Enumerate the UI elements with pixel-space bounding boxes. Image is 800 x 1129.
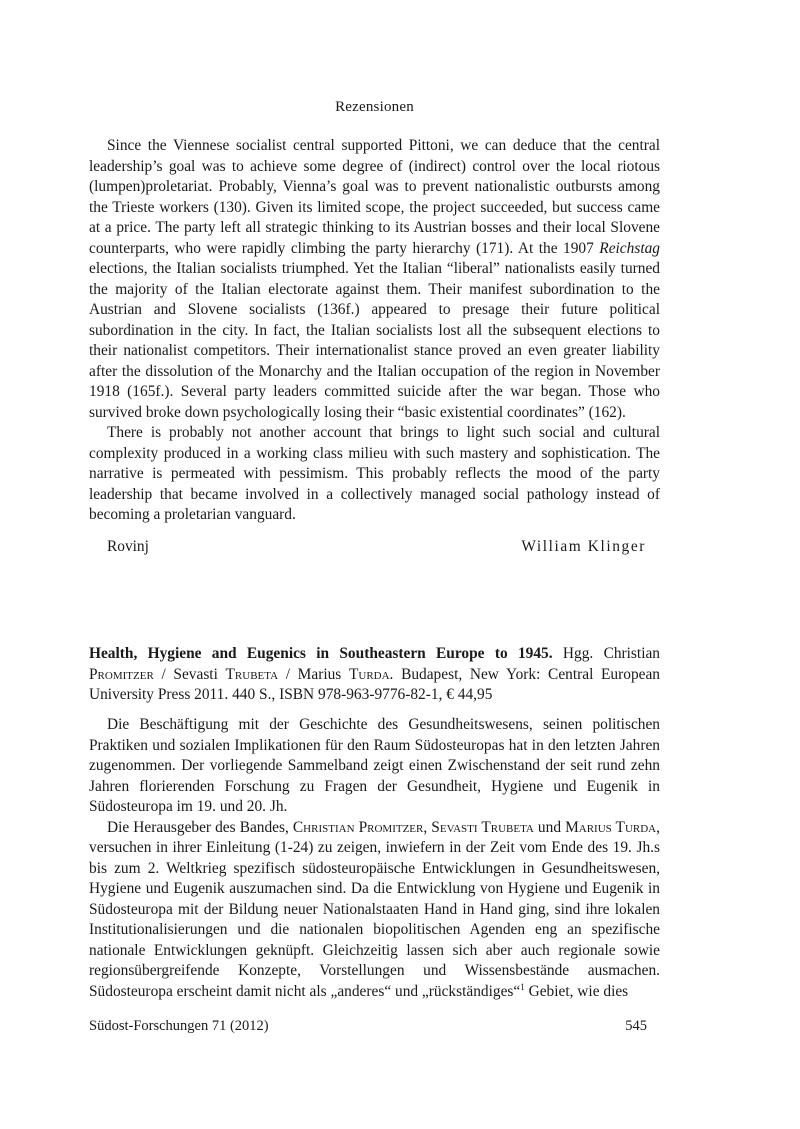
book-title: Health, Hygiene and Eugenics in Southeastern Europe to 1945. bbox=[89, 645, 553, 662]
person-name: Sevasti Trubeta bbox=[431, 818, 534, 836]
footnote-marker[interactable]: 1 bbox=[520, 981, 525, 992]
text-run: Die Herausgeber des Bandes, bbox=[107, 818, 293, 836]
editor-name: Turda bbox=[348, 665, 390, 683]
publication-details: . Budapest, New York: Central European University Press 2011. 440 S., ISBN 978-963-9776-82-1, € 44,95 bbox=[89, 665, 661, 703]
review-2-body bbox=[89, 715, 660, 1002]
editor-name: Promitzer bbox=[89, 665, 154, 683]
text-run: Since the Viennese socialist central supported Pittoni, we can deduce that the central leadership’s goal was to achieve some degree of (indirect) control over the local riotous (lumpen)proletariat. Probably, Vienna’s goal was to prevent nationalistic outbursts among the Trieste workers (130). Given its limited scope, the project succeeded, but success came at a price. The party left all strategic thinking to its Austrian bosses and their local Slovene counterparts, who were rapidly climbing the party hierarchy (171). At the 1907 bbox=[89, 137, 660, 257]
review-2-paragraph-1: Die Beschäftigung mit der Geschichte des Gesundheitswesens, seinen politischen Praktiken und sozialen Implikationen für den Raum Südosteuropas hat in den letzten Jahren zugenommen. Der vorliegende Sammelband zeigt einen Zwischenstand der seit rund zehn Jahren florierenden Forschung zu Fragen der Gesundheit, Hygiene und Eugenik in Südosteuropa im 19. und 20. Jh. bbox=[89, 716, 660, 815]
signature-author: William Klinger bbox=[521, 538, 646, 555]
text-run: und bbox=[533, 818, 566, 836]
text-run: , versuchen in ihrer Einleitung (1-24) zu zeigen, inwiefern in der Zeit vom Ende des 19. Jh.s bis zum 2. Weltkrieg spezifisch südosteuropäische Entwicklungen in Gesundheitswesen, Hygiene und Eugenik auszumachen sind. Da die Entwicklung von Hygiene und Eugenik in Südosteuropa mit der Bildung neuer Nationalstaaten Hand in Hand ging, sind ihre lokalen Institutionalisierungen und die nationalen biopolitischen Agenden eng an spezifische nationale Entwicklungen geknüpft. Gleichzeitig lassen sich aber auch regionale sowie regionsübergreifende Konzepte, Vorstellungen und Wissensbestände ausmachen. Südosteuropa erscheint damit nicht als „anderes“ und „rückständiges“ bbox=[89, 818, 660, 1000]
review-1-paragraph-2: There is probably not another account that brings to light such social and cultural complexity produced in a working class milieu with such mastery and sophistication. The narrative is permeated with pessimism. This probably reflects the mood of the party leadership that became involved in a collectively managed social pathology instead of becoming a proletarian vanguard. bbox=[89, 424, 660, 523]
page-number: 545 bbox=[625, 1018, 647, 1034]
review-2-paragraph-2 bbox=[89, 818, 660, 1003]
journal-citation: Südost-Forschungen 71 (2012) bbox=[89, 1018, 269, 1034]
page bbox=[89, 0, 660, 1129]
review-1-paragraph-1 bbox=[89, 136, 660, 423]
running-head: Rezensionen bbox=[335, 99, 414, 115]
review-2-bibliographic-header bbox=[89, 644, 660, 706]
text-run: Gebiet, wie dies bbox=[524, 982, 629, 1000]
text-run: elections, the Italian socialists triumphed. Yet the Italian “liberal” nationalists easily turned the majority of the Italian electorate against them. Their manifest subordination to the Austrian and Slovene socialists (136f.) appeared to presage their future political subordination in the city. In fact, the Italian socialists lost all the subsequent elections to their nationalist competitors. Their internationalist stance proved an even greater liability after the dissolution of the Monarchy and the Italian occupation of the region in November 1918 (165f.). Several party leaders committed suicide after the war began. Those who survived broke down psychologically losing their “basic existential coordinates” (162). bbox=[89, 260, 660, 421]
person-name: Marius Turda bbox=[565, 818, 657, 836]
editor-name: Trubeta bbox=[225, 665, 279, 683]
text-run: , bbox=[423, 818, 432, 836]
person-name: Christian Promitzer bbox=[292, 818, 424, 836]
text-run: / Marius bbox=[278, 665, 349, 683]
review-1-body bbox=[89, 136, 660, 526]
text-run: Hgg. Christian bbox=[552, 645, 660, 662]
signature-place: Rovinj bbox=[107, 538, 149, 555]
text-run: / Sevasti bbox=[153, 665, 226, 683]
italic-term: Reichstag bbox=[599, 239, 660, 257]
